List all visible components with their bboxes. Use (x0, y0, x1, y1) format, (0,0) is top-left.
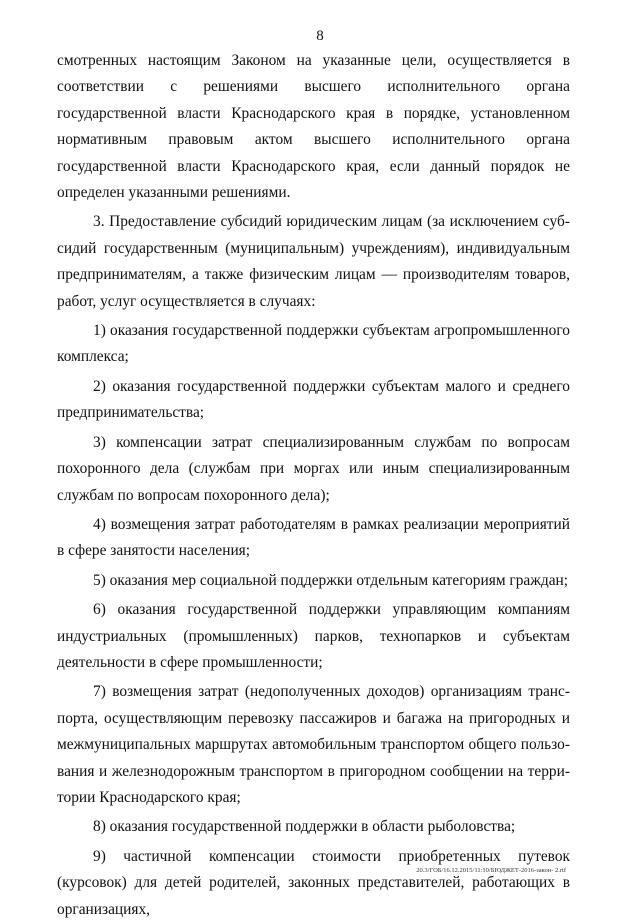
paragraph-subitem-8: 8) оказания государственной поддержки в области рыболовства; (93, 818, 516, 836)
paragraph-subitem-1: 1) оказания государственной поддержки субъектам агропромышленного комплекса; (57, 322, 570, 366)
paragraph-item-3: 3. Предоставление субсидий юридическим лицам (за исключением субсидий государственным (муниципальным) учреждениям), индивидуальным предпринимателям, а также физическим лицам — производителям товаров, работ, услуг осуществляется в случаях: (57, 213, 570, 310)
footer-document-code: 20.3/ГОБ/16.12.2015/11:10/БЮДЖЕТ-2016-закон- 2.rtf (416, 867, 566, 874)
paragraph-subitem-9: 9) частичной компенсации стоимости приобретенных путевок (курсовок) для детей родителей, законных представителей, работающих в организациях, (57, 847, 570, 918)
page-number: 8 (316, 28, 324, 44)
paragraph-subitem-6: 6) оказания государственной поддержки управляющим компаниям индустриальных (промышленных) парков, технопарков и субъектам деятельности в сфере промышленности; (57, 601, 570, 671)
paragraph-subitem-4: 4) возмещения затрат работодателям в рамках реализации мероприятий в сфере занятости населения; (57, 515, 570, 560)
paragraph-subitem-3: 3) компенсации затрат специализированным службам по вопросам похоронного дела (службам при моргах или иным специализированным службам по вопросам похоронного дела); (57, 433, 570, 504)
paragraph-subitem-7: 7) возмещения затрат (недополученных доходов) организациям транспорта, осуществляющим перевозку пассажиров и багажа на пригородных и межмуниципальных маршрутах автомобильным транспортом общего пользования и железнодорожным транспортом в пригородном сообщении на территории Краснодарского края; (57, 683, 570, 806)
document-body (57, 48, 570, 923)
paragraph-subitem-2: 2) оказания государственной поддержки субъектам малого и среднего предпринимательства; (57, 377, 570, 422)
paragraph-continuation: смотренных настоящим Законом на указанные цели, осуществляется в соответствии с решениями высшего исполнительного органа государственной власти Краснодарского края в порядке, установленном нормативным правовым актом высшего исполнительного органа государственной власти Краснодарского края, если данный порядок не определен указанными решениями. (57, 52, 570, 202)
paragraph-subitem-5: 5) оказания мер социальной поддержки отдельным категориям граждан; (93, 571, 569, 589)
